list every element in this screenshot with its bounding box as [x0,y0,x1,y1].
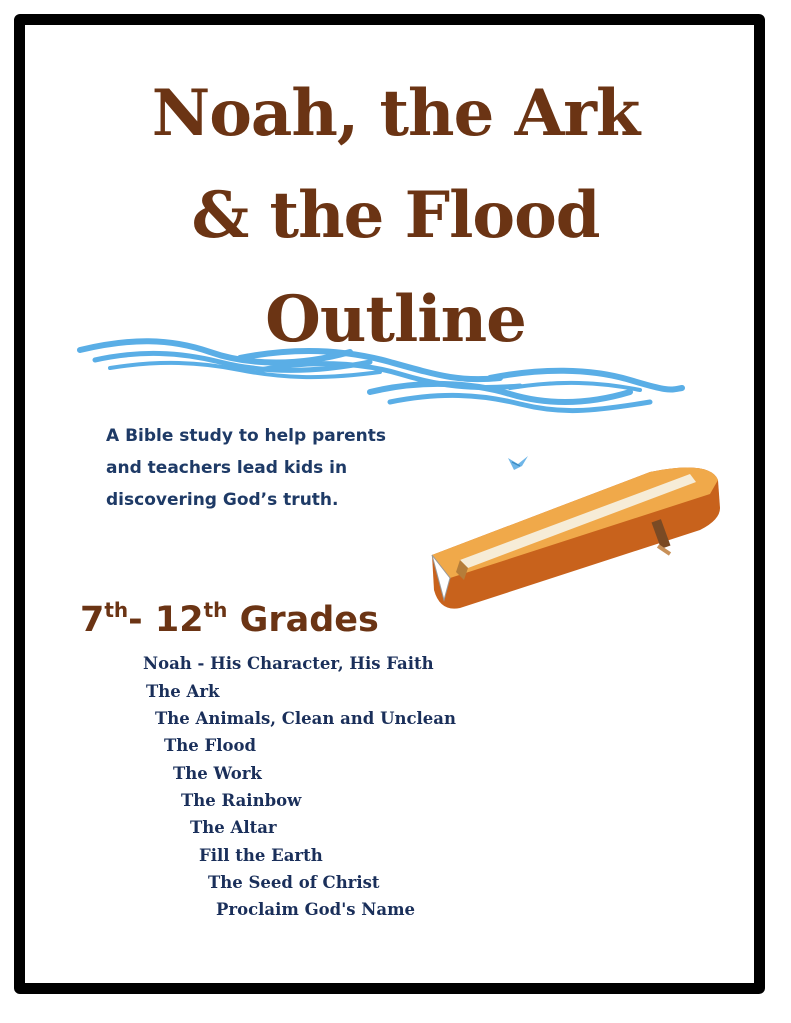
waves-graphic [70,330,690,420]
ark-illustration [420,450,730,615]
outline-item: The Seed of Christ [208,873,380,892]
grades-label: Grades [227,600,379,640]
title-line-3: Outline [265,282,526,357]
grade-start: 7 [80,600,105,640]
outline-item: The Rainbow [181,791,302,810]
title-line-1: Noah, the Ark [151,76,640,151]
description [106,420,406,516]
grade-end-suffix: th [203,598,228,622]
description-line: discovering God’s truth. [106,490,339,510]
outline-item: Fill the Earth [199,846,323,865]
grade-end: 12 [154,600,204,640]
outline-item: The Altar [190,818,277,837]
outline-item: The Animals, Clean and Unclean [155,709,456,728]
outline-item: Noah - His Character, His Faith [143,654,434,673]
grade-range [80,598,379,640]
grade-start-suffix: th [104,598,129,622]
outline-item: The Ark [146,682,220,701]
outline-item: The Work [173,764,262,783]
description-line: and teachers lead kids in [106,458,348,478]
dove-icon [508,456,528,470]
outline-item: The Flood [164,736,257,755]
grade-dash: - [128,600,155,640]
outline-item: Proclaim God's Name [216,900,416,919]
description-line: A Bible study to help parents [106,426,386,446]
title-line-2: & the Flood [191,178,600,253]
